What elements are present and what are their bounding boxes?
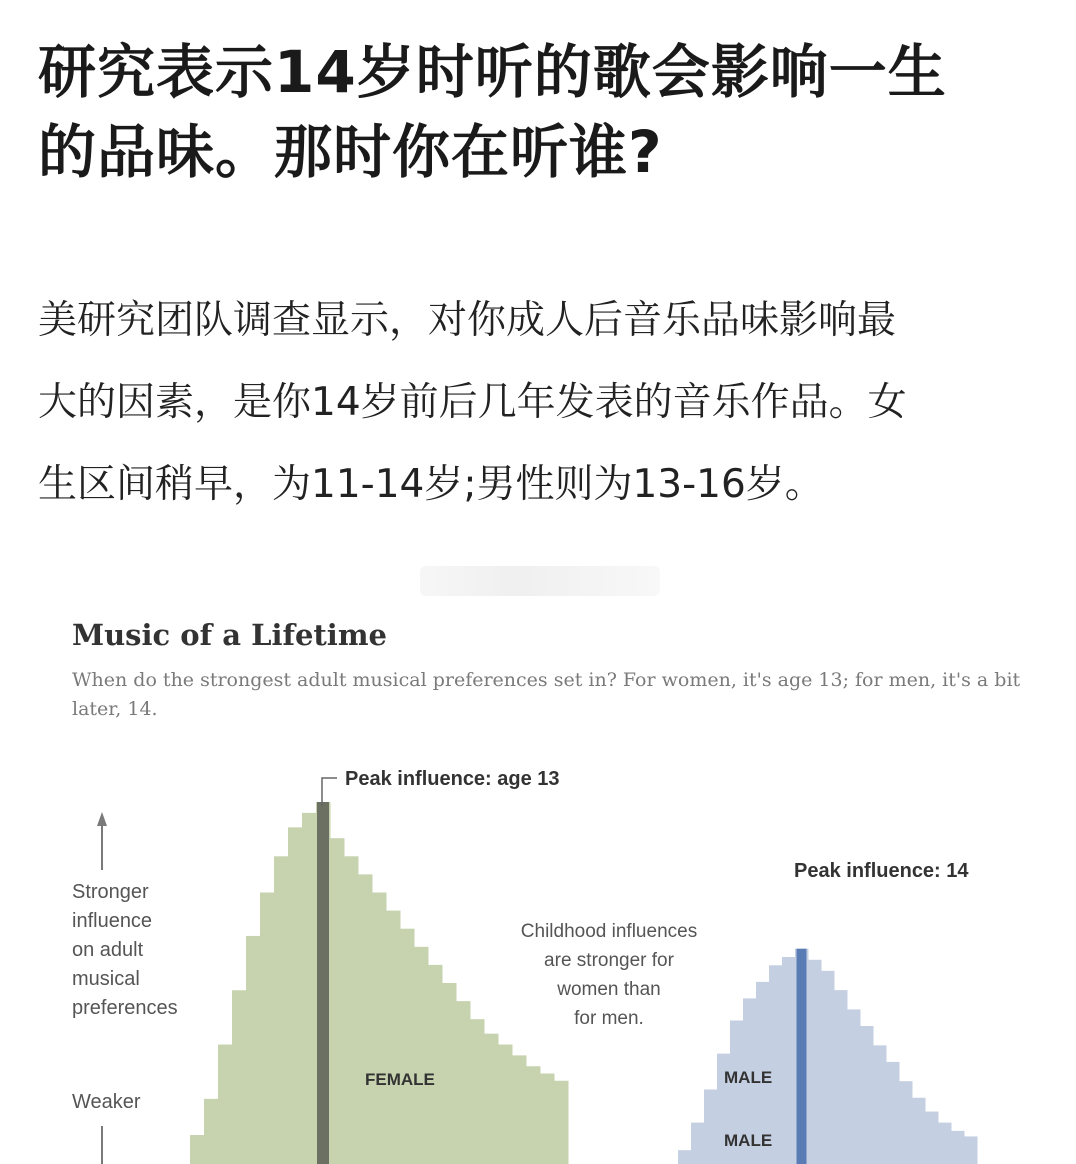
female-peak-marker [317,802,329,1164]
male-peak-marker [797,949,807,1164]
y-label-line: preferences [72,997,178,1019]
annotation-line: for men. [574,1008,644,1029]
female-bar [428,965,443,1164]
female-bar [400,929,415,1164]
male-peak-label: Peak influence: 14 [794,860,969,882]
female-series-label: FEMALE [365,1070,435,1089]
female-bar [246,936,261,1164]
male-bar [691,1123,705,1164]
headline-line-2: 的品味。那时你在听谁? [38,118,663,186]
female-bar [358,874,373,1164]
female-bar [456,1001,471,1164]
female-bar [274,856,289,1164]
male-bar [834,990,848,1164]
annotation-line: women than [557,979,661,1000]
y-label-line: musical [72,968,140,990]
chart-title: Music of a Lifetime [72,618,387,652]
female-bar [344,856,359,1164]
female-series [190,802,569,1164]
female-bar [260,893,275,1164]
male-bar [899,1081,913,1164]
male-bar [704,1089,718,1164]
chart-subtitle-line-1: When do the strongest adult musical preferences set in? For women, it's age 13; for men, it's a bit [72,669,1021,691]
female-bar [484,1034,499,1164]
male-bar [821,971,835,1164]
female-bar [442,983,457,1164]
female-bar [302,813,317,1164]
female-bar [526,1066,541,1164]
female-bar [330,838,345,1164]
y-label-line: Stronger [72,881,149,903]
female-bar [218,1045,233,1164]
male-bar [808,960,822,1164]
headline-line-1: 研究表示14岁时听的歌会影响一生 [38,38,947,106]
childhood-annotation [521,921,697,1029]
chart-subtitle-line-2: later, 14. [72,698,158,720]
male-bar [847,1009,861,1164]
y-axis-label-weaker: Weaker [72,1091,141,1113]
female-bar [204,1099,219,1164]
lead-line-1: 美研究团队调查显示，对你成人后音乐品味影响最 [38,298,897,343]
male-series-label-secondary: MALE [724,1131,773,1150]
y-label-line: influence [72,910,153,932]
annotation-line: Childhood influences [520,921,698,942]
female-bar [190,1135,205,1164]
male-series [678,949,978,1164]
y-label-line: on adult [72,939,144,961]
female-bar [512,1055,527,1164]
female-bar [498,1045,513,1164]
female-peak-callout [322,768,560,806]
annotation-line: are stronger for [544,950,674,971]
male-bar [873,1045,887,1164]
lead-line-2: 大的因素，是你14岁前后几年发表的音乐作品。女 [38,380,907,425]
male-bar [860,1026,874,1164]
male-bar [678,1150,692,1164]
female-bar [372,893,387,1164]
male-bar [938,1123,952,1164]
male-bar [912,1098,926,1164]
female-bar [554,1081,569,1164]
female-peak-label: Peak influence: age 13 [345,768,560,790]
female-bar [232,990,247,1164]
female-bar [414,947,429,1164]
male-bar [886,1062,900,1164]
female-bar [288,827,303,1164]
male-bar [782,957,796,1164]
female-bar [470,1019,485,1164]
male-bar [964,1136,978,1164]
male-bar [925,1112,939,1164]
female-bar [540,1074,555,1164]
male-series-label: MALE [724,1068,773,1087]
lead-line-3: 生区间稍早，为11-14岁;男性则为13-16岁。 [38,462,824,507]
y-axis-label-stronger [72,881,178,1019]
female-bar [386,911,401,1164]
male-bar [951,1131,965,1164]
